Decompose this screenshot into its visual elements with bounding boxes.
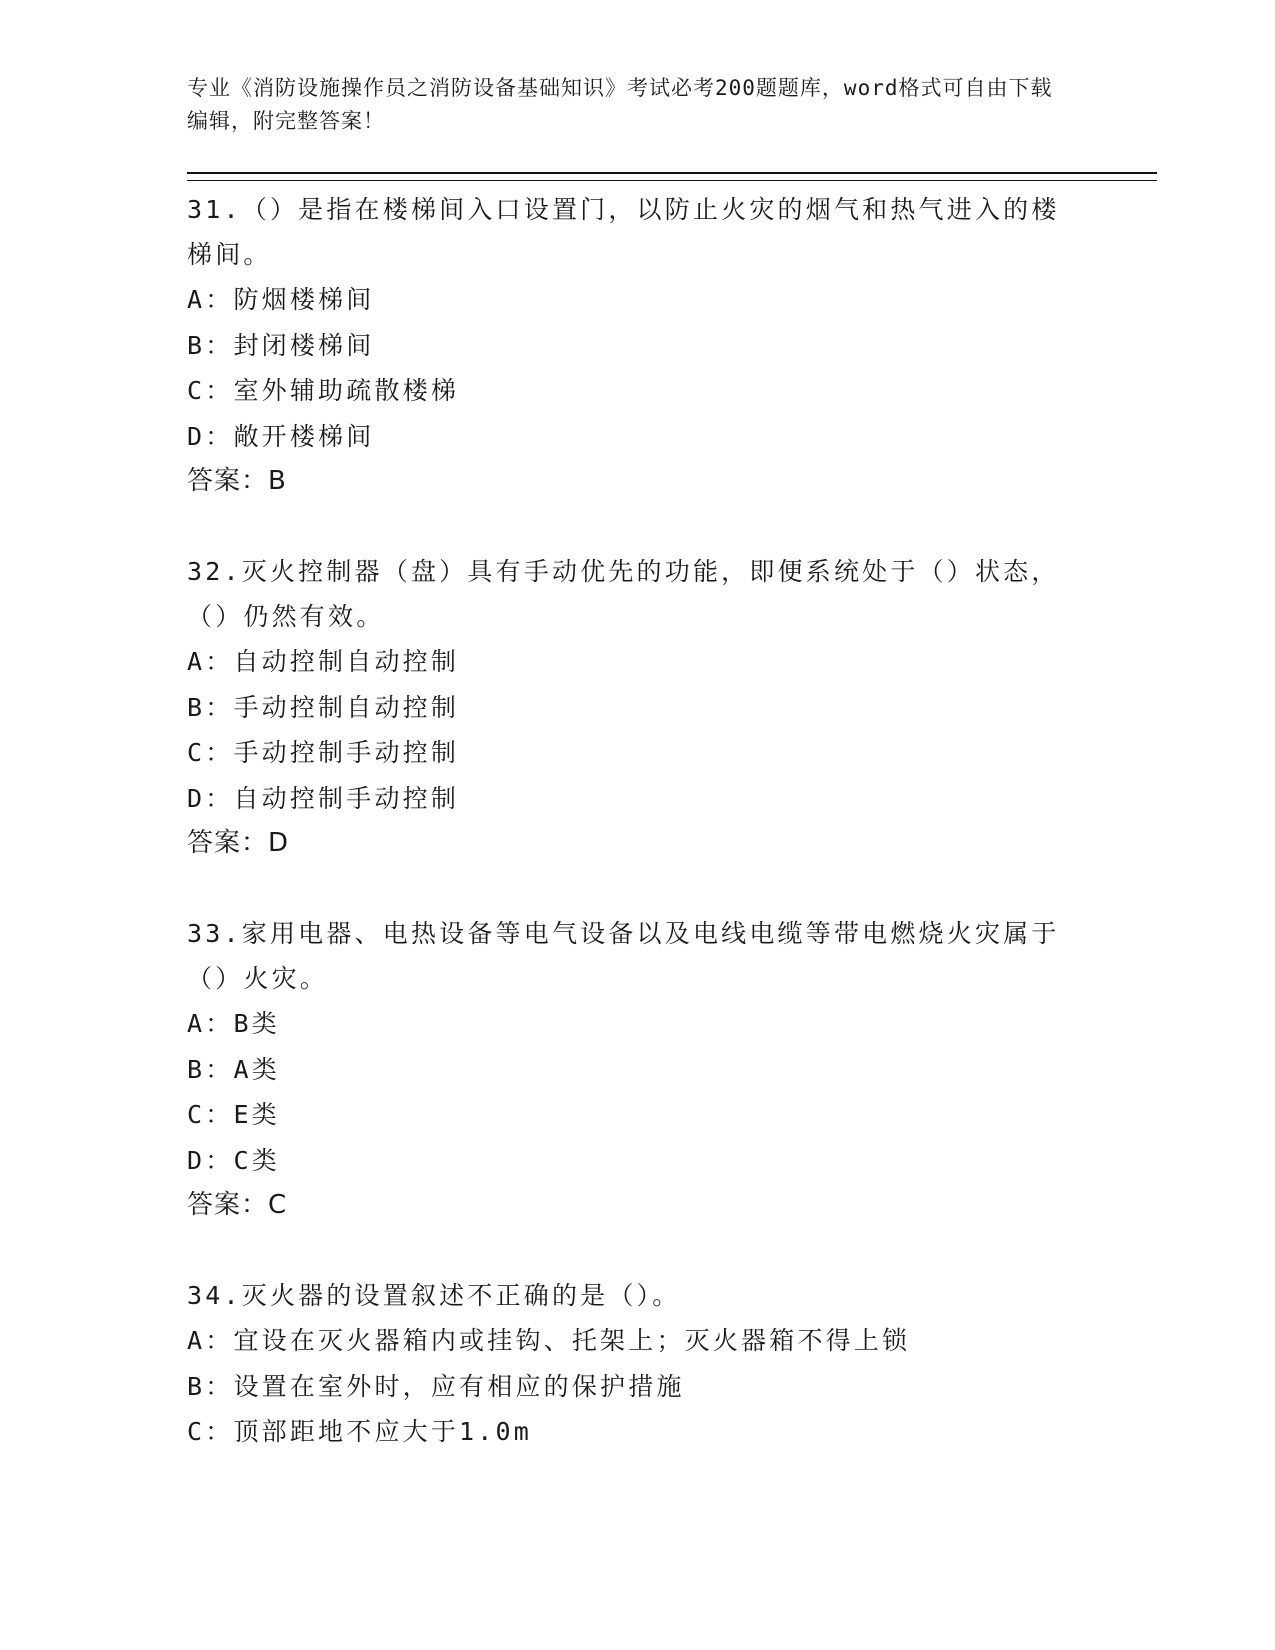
header-divider (187, 172, 1157, 181)
option-a: A：防烟楼梯间 (187, 285, 375, 314)
document-intro: 专业《消防设施操作员之消防设备基础知识》考试必考200题题库，word格式可自由下载编辑，附完整答案！ (187, 76, 1053, 133)
option-d: D：C类 (187, 1145, 280, 1175)
option-c: C：E类 (187, 1100, 280, 1129)
option-b: B：A类 (187, 1054, 280, 1084)
answer: 答案：D (187, 828, 290, 858)
option-d: D：敞开楼梯间 (187, 421, 375, 451)
option-c: C：室外辅助疏散楼梯 (187, 376, 460, 405)
question-32 (187, 549, 1157, 866)
option-c: C：手动控制手动控制 (187, 738, 460, 767)
option-d: D：自动控制手动控制 (187, 783, 460, 813)
option-b: B：手动控制自动控制 (187, 692, 460, 722)
option-a: A：B类 (187, 1009, 280, 1038)
spacer (187, 866, 1157, 911)
document-page (187, 72, 1157, 1455)
question-stem: 34.灭火器的设置叙述不正确的是（）。 (187, 1281, 681, 1310)
question-34 (187, 1273, 1157, 1455)
question-stem: 31.（）是指在楼梯间入口设置门，以防止火灾的烟气和热气进入的楼梯间。 (187, 195, 1060, 269)
option-b: B：封闭楼梯间 (187, 330, 375, 360)
answer: 答案：B (187, 466, 287, 496)
option-b: B：设置在室外时，应有相应的保护措施 (187, 1371, 685, 1401)
question-stem: 32.灭火控制器（盘）具有手动优先的功能，即便系统处于（）状态，（）仍然有效。 (187, 557, 1060, 631)
spacer (187, 1228, 1157, 1273)
option-a: A：自动控制自动控制 (187, 647, 460, 676)
spacer (187, 504, 1157, 549)
question-31 (187, 187, 1157, 504)
option-a: A：宜设在灭火器箱内或挂钩、托架上；灭火器箱不得上锁 (187, 1326, 911, 1355)
option-c: C：顶部距地不应大于1.0m (187, 1417, 533, 1446)
answer: 答案：C (187, 1190, 288, 1220)
question-33 (187, 911, 1157, 1228)
question-stem: 33.家用电器、电热设备等电气设备以及电线电缆等带电燃烧火灾属于（）火灾。 (187, 919, 1060, 993)
